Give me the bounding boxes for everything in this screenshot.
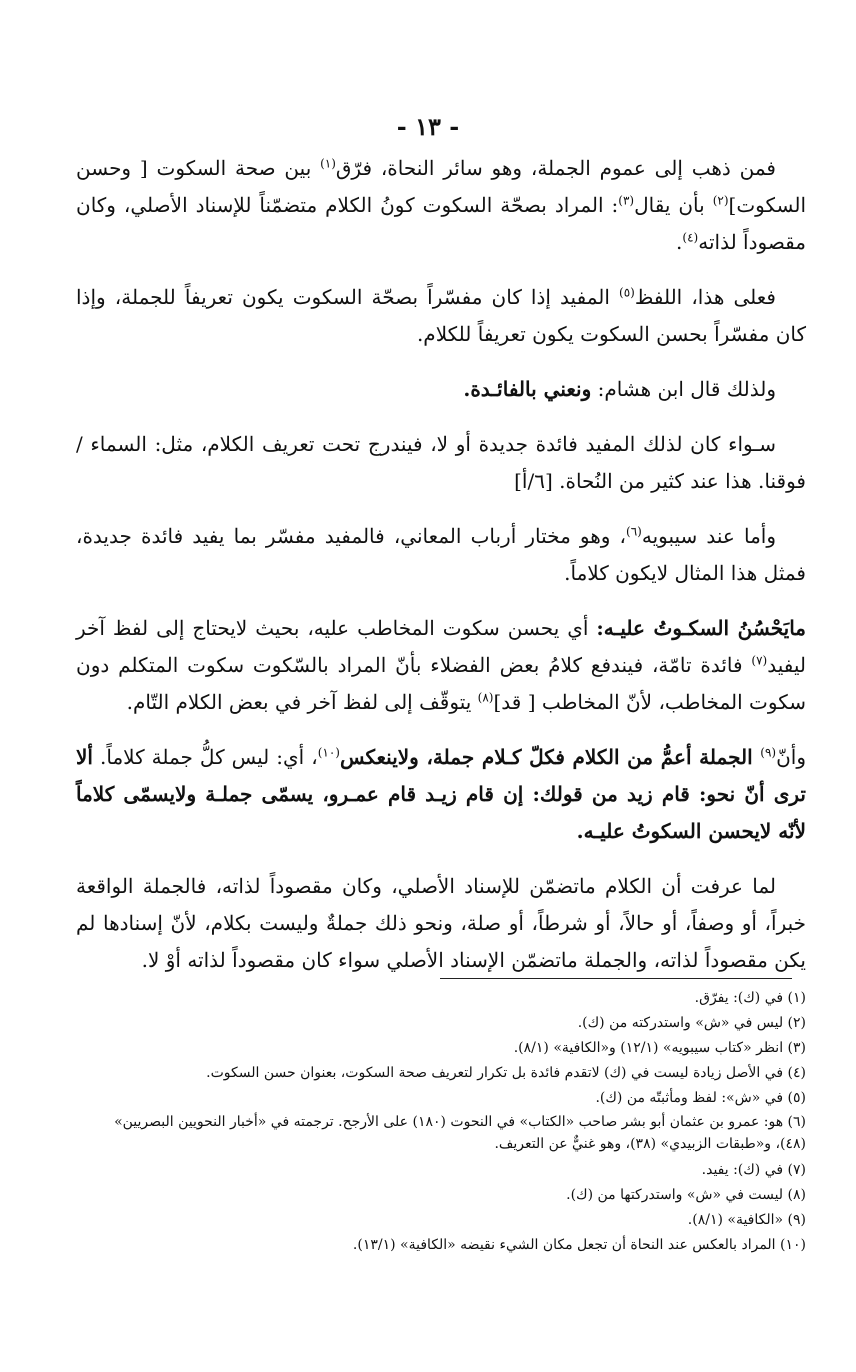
p2-text-a: فعلى هذا، اللفظ	[634, 285, 776, 309]
p8-text-a: لما عرفت أن الكلام ماتضمّن للإسناد الأصلي، وكان مقصوداً لذاته، فالجملة الواقعة خبراً، أو وصفاً، أو حالاً، أو شرطاً، أو صلة، ونحو ذلك جملةٌ وليست بكلام، لأنّ إسنادها لم يكن مقصوداً لذاته، والجملة ماتضمّن الإسناد الأصلي سواء كان مقصوداً لذاته أوْ لا.	[76, 874, 806, 972]
paragraph-4	[76, 426, 806, 500]
footnotes	[80, 986, 806, 1258]
footnote-5: (٥) في «ش»: لفظ ومأثبتّه من (ك).	[595, 1090, 806, 1106]
footnote-8: (٨) ليست في «ش» واستدركتها من (ك).	[566, 1187, 806, 1203]
footnote-1: (١) في (ك): يفرّق.	[694, 990, 806, 1006]
paragraph-5	[76, 518, 806, 592]
p1-text-c: بأن يقال	[634, 193, 713, 217]
footnote-ref-6: (٦)	[626, 524, 642, 539]
footnote-ref-8: (٨)	[477, 690, 494, 705]
p1-text-d: : المراد بصحّة السكوت كونُ الكلام متضمّناً للإسناد الأصلي، وكان مقصوداً لذاته	[76, 193, 806, 254]
footnote-ref-9: (٩)	[760, 745, 777, 760]
p2-text-b: المفيد إذا كان مفسّراً بصحّة السكوت يكون تعريفاً للجملة، وإذا كان مفسّراً بحسن السكوت يكون تعريفاً للكلام.	[76, 285, 806, 346]
p4-text-a: سـواء كان لذلك المفيد فائدة جديدة أو لا، فيندرج تحت تعريف الكلام، مثل: السماء / فوقنا. هذا عند كثير من النُحاة.	[76, 432, 806, 493]
footnote-10: (١٠) المراد بالعكس عند النحاة أن تجعل مكان الشيء نقيضه «الكافية» (١٣/١).	[352, 1237, 806, 1253]
footnote-9: (٩) «الكافية» (٨/١).	[687, 1212, 806, 1228]
paragraph-1	[76, 150, 806, 261]
footnote-6: (٦) هو: عمرو بن عثمان أبو بشر صاحب «الكتاب» في النحوت (١٨٠) على الأرجح. ترجمته في «أخبار النحويين البصريين» (٤٨)، و«طبقات الزبيدي» (٣٨)، وهو غنيٌّ عن التعريف.	[114, 1114, 806, 1152]
folio-marker: [٦/أ]	[514, 469, 553, 493]
p6-text-b: فائدة تامّة، فيندفع كلامُ بعض الفضلاء بأنّ المراد بالسّكوت سكوت المتكلم دون سكوت المخاطب، لأنّ المخاطب [ قد]	[76, 653, 806, 714]
p3-bold-quote: ونعني بالفائـدة.	[463, 377, 592, 401]
footnote-ref-1: (١)	[320, 156, 336, 171]
p7-bold-2: ألا ترى أنّ نحو: قام زيد من قولك: إن قام زيـد قام عمـرو، يسمّى جملـة ولايسمّى كلاماً لأنّه لايحسن السكوتُ عليـه.	[76, 745, 806, 843]
p6-bold-heading: مايَحْسُنُ السكـوتُ عليـه:	[596, 616, 806, 640]
footnote-ref-10: (١٠)	[317, 745, 340, 760]
footnote-ref-3: (٣)	[618, 193, 635, 208]
p3-text-a: ولذلك قال ابن هشام:	[591, 377, 776, 401]
p6-text-c: يتوقّف إلى لفظ آخر في بعض الكلام التّام.	[126, 690, 478, 714]
footnote-3: (٣) انظر «كتاب سيبويه» (١٢/١) و«الكافية» (٨/١).	[513, 1040, 806, 1056]
p7-text-a: وأنّ	[776, 745, 807, 769]
paragraph-3	[76, 371, 806, 408]
p7-text-b: ، أي: ليس كلُّ جملة كلاماً.	[92, 745, 318, 769]
footnote-ref-4: (٤)	[682, 230, 699, 245]
paragraph-7	[76, 739, 806, 850]
paragraph-2	[76, 279, 806, 353]
footnote-2: (٢) ليس في «ش» واستدركته من (ك).	[577, 1015, 806, 1031]
footnote-ref-5: (٥)	[619, 285, 635, 300]
p5-text-a: وأما عند سيبويه	[641, 524, 776, 548]
p1-text-e: .	[676, 230, 683, 254]
p5-text-b: ، وهو مختار أرباب المعاني، فالمفيد مفسّر بما يفيد فائدة جديدة، فمثل هذا المثال لايكون كلاماً.	[76, 524, 806, 585]
footnote-ref-7: (٧)	[751, 653, 768, 668]
footnote-ref-2: (٢)	[712, 193, 729, 208]
p7-bold-1: الجملة أعمُّ من الكلام فكلّ كـلام جملة، ولاينعكس	[339, 745, 761, 769]
paragraph-8	[76, 868, 806, 979]
p6-text-a: أي يحسن سكوت المخاطب عليه، بحيث لايحتاج إلى لفظ آخر ليفيد	[76, 616, 806, 677]
p1-text-b: بين صحة السكوت [ وحسن السكوت]	[76, 156, 807, 217]
main-text	[76, 150, 806, 997]
paragraph-6	[76, 610, 806, 721]
p1-text-a: فمن ذهب إلى عموم الجملة، وهو سائر النحاة، فرّق	[335, 156, 776, 180]
footnote-7: (٧) في (ك): يفيد.	[701, 1162, 806, 1178]
page-number: - ١٣ -	[396, 112, 460, 141]
footnote-separator	[440, 978, 792, 979]
footnote-4: (٤) في الأصل زيادة ليست في (ك) لاتقدم فائدة بل تكرار لتعريف صحة السكوت، بعنوان حسن السكوت.	[206, 1065, 806, 1081]
